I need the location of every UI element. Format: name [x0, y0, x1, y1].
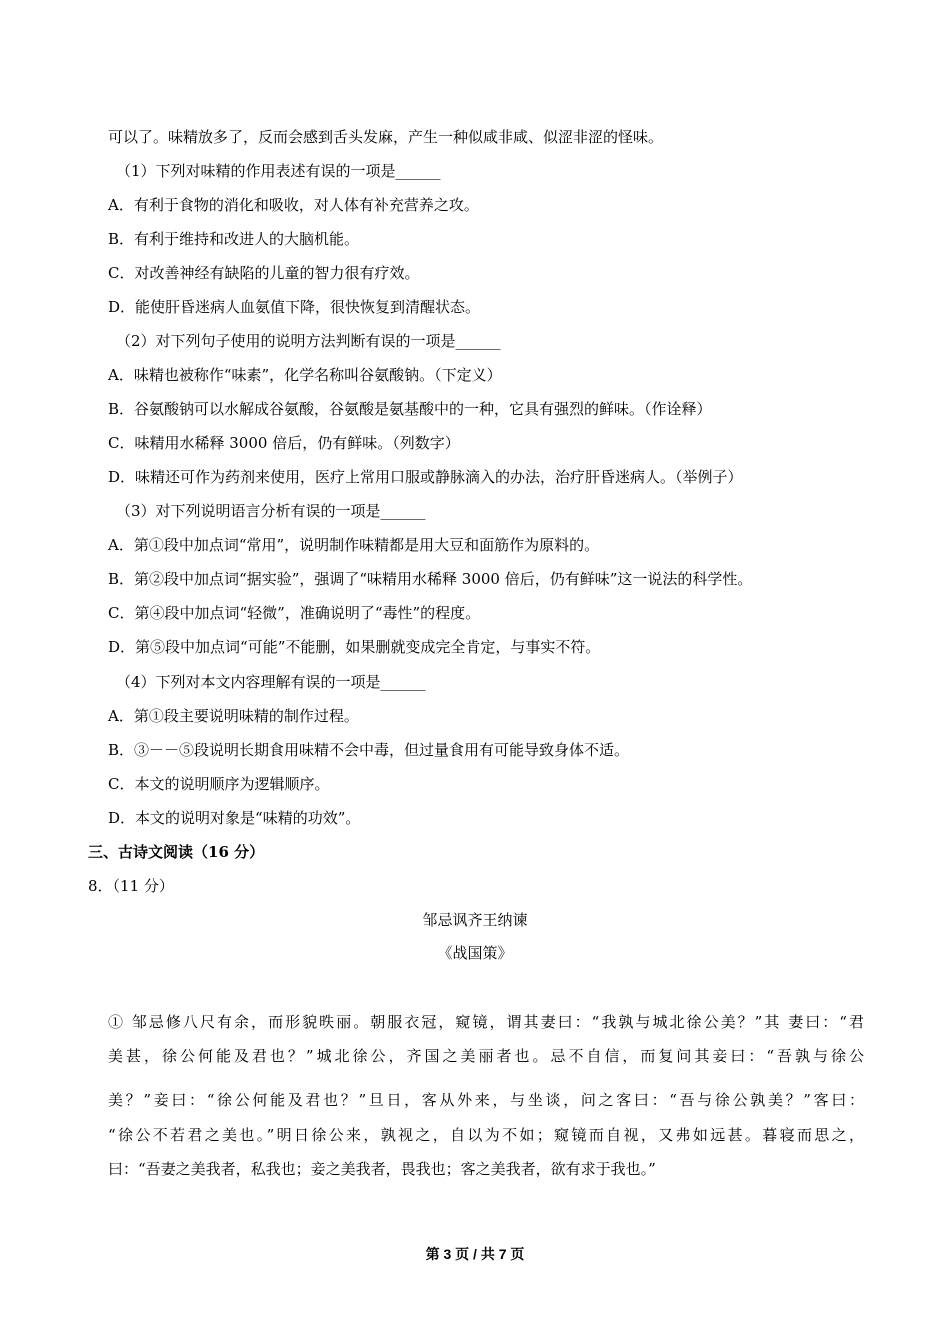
- passage-line-4: “徐公不若君之美也。”明日徐公来，孰视之，自以为不如；窥镜而自视，又弗如远甚。暮寝而思之，: [108, 1126, 864, 1144]
- question-4-option-b: B．③－－⑤段说明长期食用味精不会中毒，但过量食用有可能导致身体不适。: [108, 741, 630, 759]
- question-2-stem: （2）对下列句子使用的说明方法判断有误的一项是______: [116, 332, 501, 350]
- passage-line-1: ① 邹忌修八尺有余，而形貌昳丽。朝服衣冠，窥镜，谓其妻曰：“我孰与城北徐公美？”其 妻曰：“君: [108, 1013, 864, 1031]
- question-1-option-c: C．对改善神经有缺陷的儿童的智力很有疗效。: [108, 264, 420, 282]
- question-4-option-a: A．第①段主要说明味精的制作过程。: [108, 707, 359, 725]
- question-3-option-b: B．第②段中加点词“据实验”，强调了“味精用水稀释 3000 倍后，仍有鲜味”这一说法的科学性。: [108, 570, 753, 588]
- question-4-stem: （4）下列对本文内容理解有误的一项是______: [116, 673, 426, 691]
- page-footer: 第 3 页 / 共 7 页: [425, 1246, 525, 1262]
- question-2-option-b: B．谷氨酸钠可以水解成谷氨酸，谷氨酸是氨基酸中的一种，它具有强烈的鲜味。（作诠释）: [108, 400, 712, 418]
- question-4-option-c: C．本文的说明顺序为逻辑顺序。: [108, 775, 330, 793]
- passage-line-2: 美甚，徐公何能及君也？”城北徐公，齐国之美丽者也。忌不自信，而复问其妾曰：“吾孰与徐公: [108, 1047, 864, 1065]
- question-4-option-d: D．本文的说明对象是“味精的功效”。: [108, 809, 361, 827]
- question-1-stem: （1）下列对味精的作用表述有误的一项是______: [116, 162, 441, 180]
- intro-line: 可以了。味精放多了，反而会感到舌头发麻，产生一种似咸非咸、似涩非涩的怪味。: [108, 128, 664, 146]
- section-3-title: 三、古诗文阅读（16 分）: [88, 843, 265, 861]
- question-3-option-c: C．第④段中加点词“轻微”，准确说明了“毒性”的程度。: [108, 604, 481, 622]
- question-1-option-b: B．有利于维持和改进人的大脑机能。: [108, 230, 360, 248]
- question-1-option-a: A．有利于食物的消化和吸收，对人体有补充营养之攻。: [108, 196, 479, 214]
- passage-line-3: 美？”妾曰：“徐公何能及君也？”旦日，客从外来，与坐谈，问之客曰：“吾与徐公孰美？”客曰：: [108, 1091, 864, 1109]
- question-8-header: 8．（11 分）: [88, 877, 174, 895]
- question-2-option-d: D．味精还可作为药剂来使用，医疗上常用口服或静脉滴入的办法，治疗肝昏迷病人。（举例子）: [108, 468, 743, 486]
- question-3-option-d: D．第⑤段中加点词“可能”不能删，如果删就变成完全肯定，与事实不符。: [108, 638, 601, 656]
- poem-source: 《战国策》: [437, 944, 513, 962]
- question-3-stem: （3）对下列说明语言分析有误的一项是______: [116, 502, 426, 520]
- question-2-option-c: C．味精用水稀释 3000 倍后，仍有鲜味。（列数字）: [108, 434, 460, 452]
- poem-title: 邹忌讽齐王纳谏: [422, 911, 528, 929]
- passage-line-5: 曰：“吾妻之美我者，私我也；妾之美我者，畏我也；客之美我者，欲有求于我也。”: [108, 1160, 656, 1178]
- question-2-option-a: A．味精也被称作“味素”，化学名称叫谷氨酸钠。（下定义）: [108, 366, 502, 384]
- question-1-option-d: D．能使肝昏迷病人血氨值下降，很快恢复到清醒状态。: [108, 298, 481, 316]
- question-3-option-a: A．第①段中加点词“常用”，说明制作味精都是用大豆和面筋作为原料的。: [108, 536, 600, 554]
